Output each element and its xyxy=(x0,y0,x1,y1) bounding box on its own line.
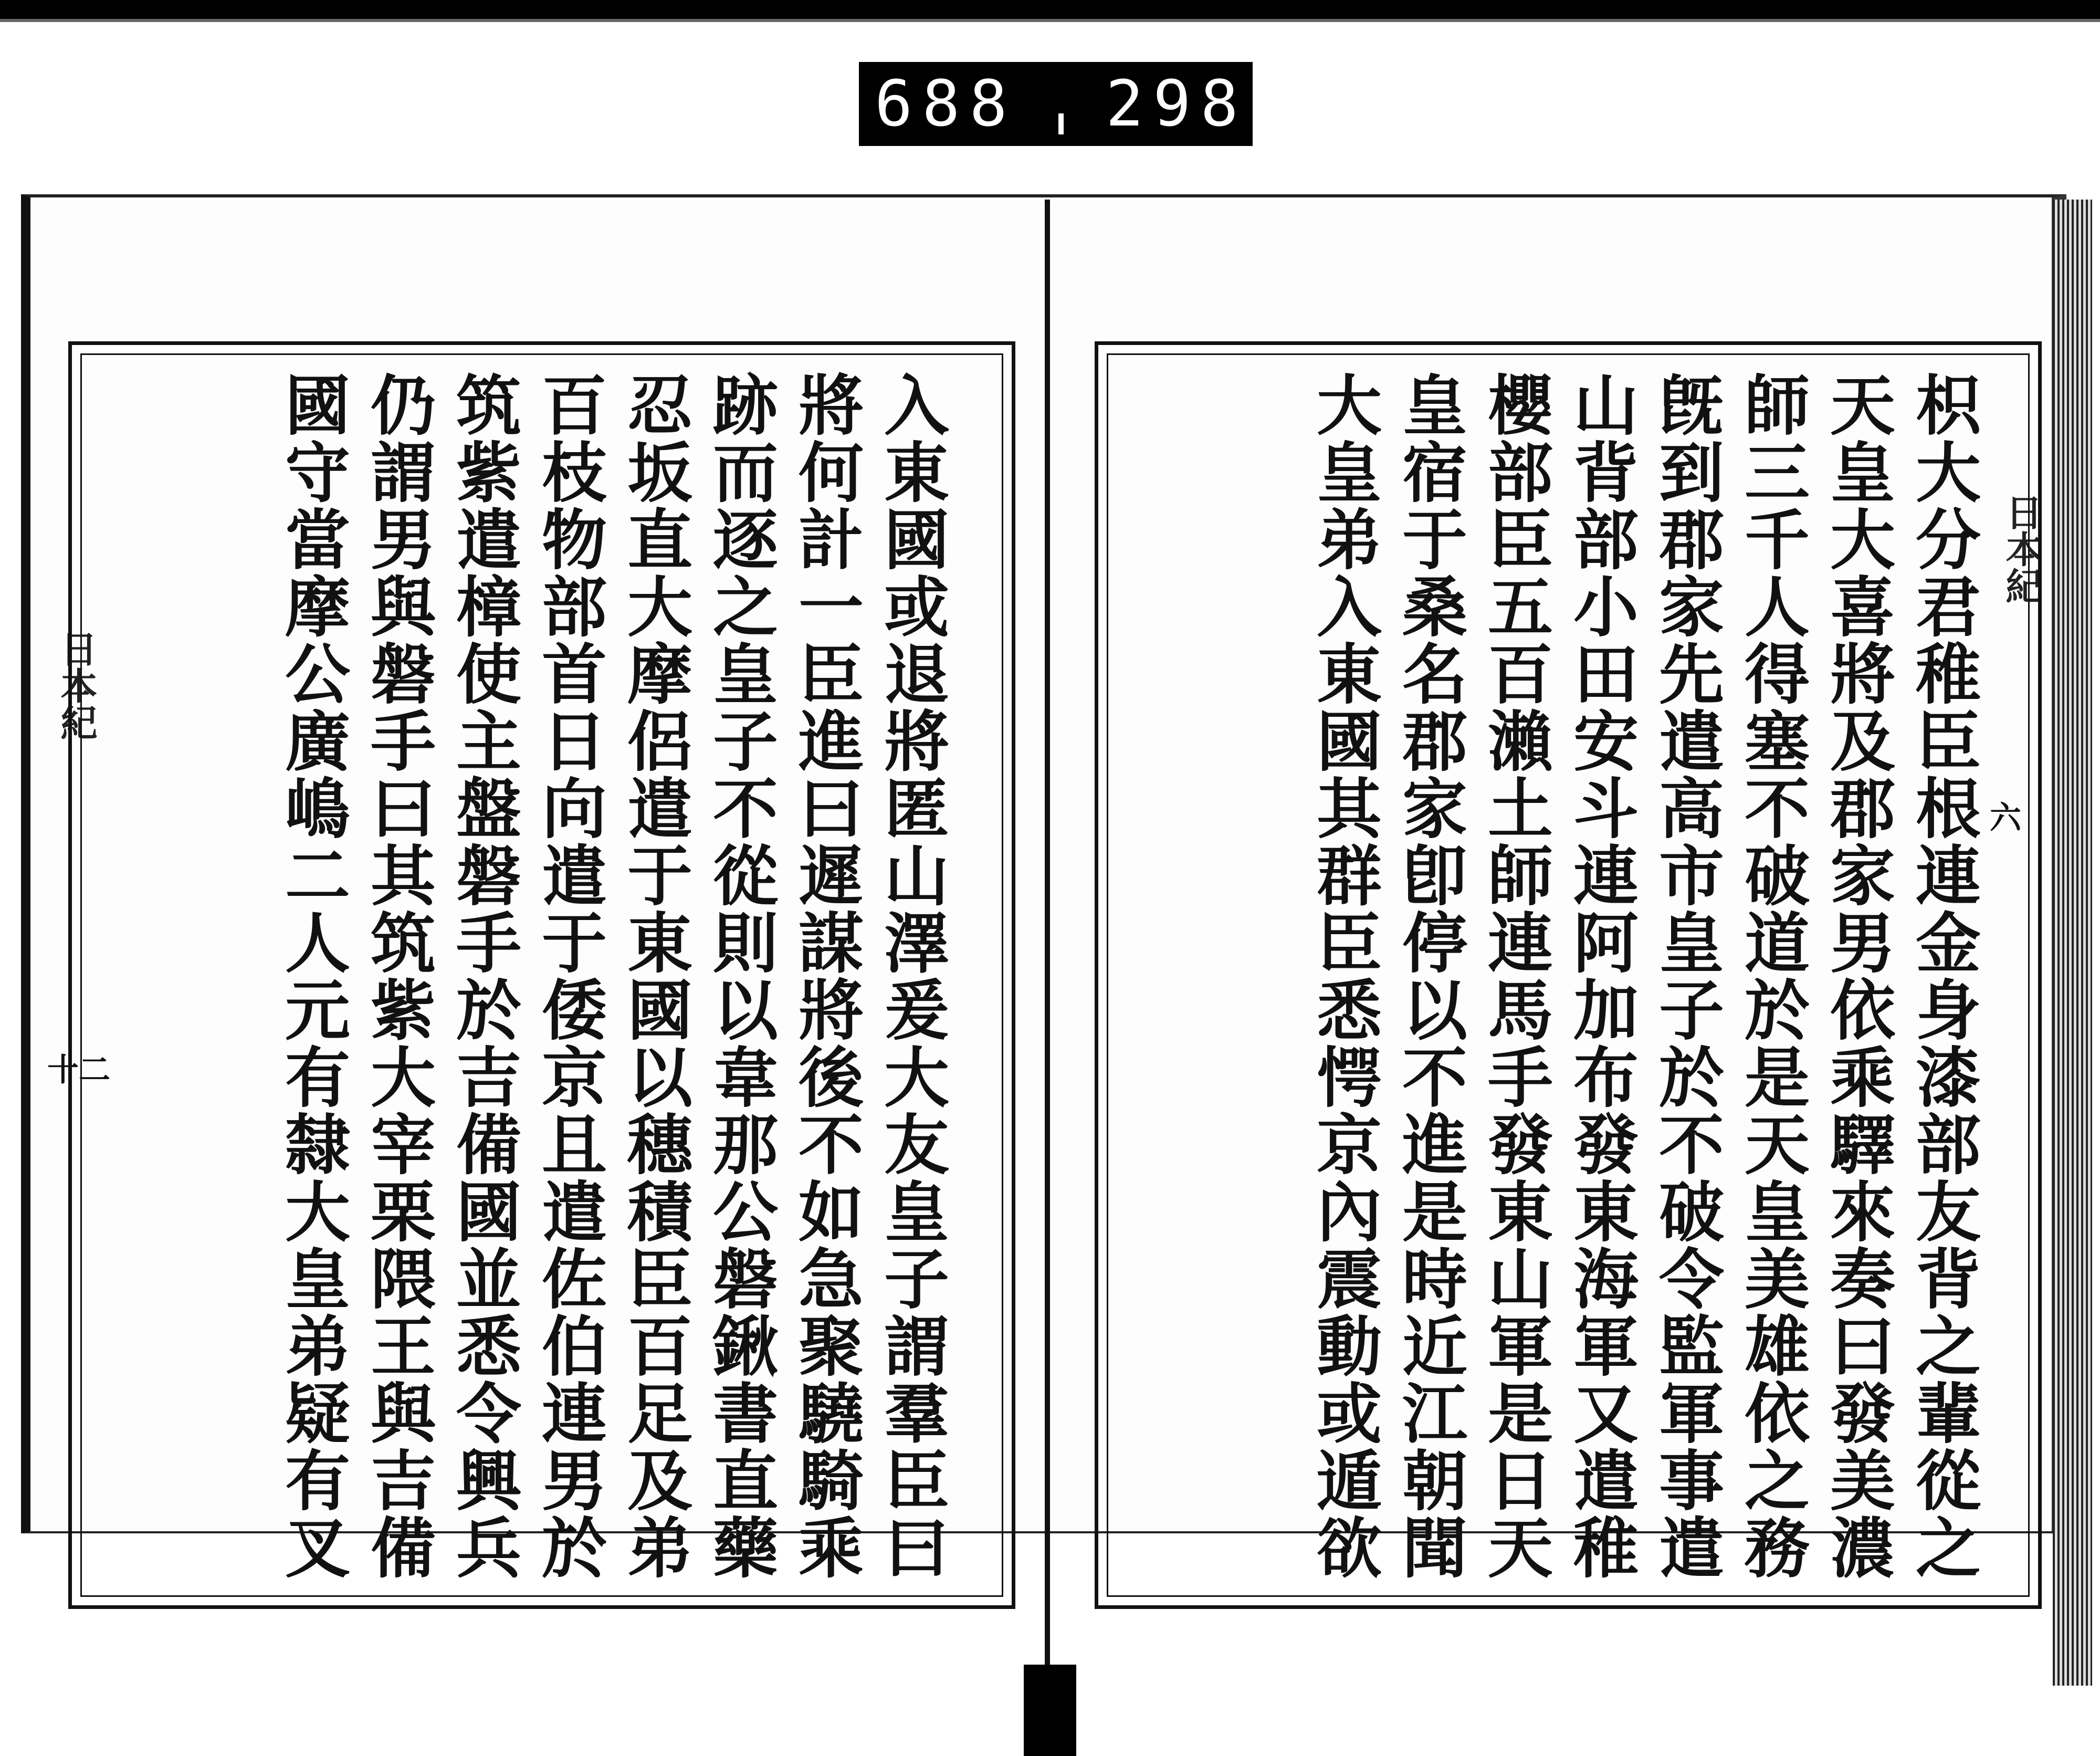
top-border-shadow xyxy=(0,19,2100,22)
text-column: 忍坂直大摩侶遣于東國以穗積臣百足及弟 xyxy=(616,371,692,1581)
page-edge-stack xyxy=(2053,200,2092,1686)
book-gutter xyxy=(1045,200,1050,1754)
left-page-tab-title: 日本紀 xyxy=(55,630,98,740)
right-page-tab-title: 日本紀 xyxy=(2000,494,2043,604)
top-border xyxy=(0,0,2100,21)
text-column: 枳大分君稚臣根連金身漆部友背之輩從之 xyxy=(1905,371,1981,1581)
film-number-left: 688 xyxy=(875,67,1017,141)
text-column: 百枝物部首日向遣于倭京且遣佐伯連男於 xyxy=(531,371,607,1581)
film-number-right: 298. xyxy=(1106,67,1295,141)
text-column: 入東國或退將匿山澤爰大友皇子謂羣臣曰 xyxy=(873,371,949,1581)
spine-shadow xyxy=(1024,1665,1076,1756)
left-text-body xyxy=(98,371,954,1584)
right-text-frame xyxy=(1095,341,2042,1609)
film-label-divider xyxy=(1058,113,1064,134)
text-column: 筑紫遣樟使主盤磐手於吉備國並悉令興兵 xyxy=(445,371,521,1581)
text-column: 大皇弟入東國其群臣悉愕京內震動或遁欲 xyxy=(1306,371,1382,1581)
text-column: 跡而逐之皇子不從則以韋那公磐鍬書直藥 xyxy=(702,371,778,1581)
left-page-number: 十二 xyxy=(47,1052,110,1089)
text-column: 國守當摩公廣嶋二人元有隸大皇弟疑有叉 xyxy=(274,371,350,1581)
right-text-body xyxy=(1119,371,1986,1584)
text-column: 將何計一臣進曰遲謀將後不如急聚驍騎乘 xyxy=(788,371,864,1581)
left-text-frame xyxy=(68,341,1015,1609)
text-column: 天皇大喜將及郡家男依乘驛來奏曰發美濃 xyxy=(1819,371,1895,1581)
text-column: 師三千人得塞不破道於是天皇美雄依之務 xyxy=(1734,371,1810,1581)
right-page-number: 六 xyxy=(1990,800,2021,837)
text-column: 旣到郡家先遣高市皇子於不破令監軍事遣 xyxy=(1648,371,1724,1581)
text-column: 山背部小田安斗連阿加布發東海軍又遣稚 xyxy=(1562,371,1639,1581)
text-column: 皇宿于桑名郡家卽停以不進是時近江朝聞 xyxy=(1391,371,1467,1581)
film-frame-label xyxy=(859,62,1295,146)
text-column: 櫻部臣五百瀨土師連馬手發東山軍是日天 xyxy=(1477,371,1553,1581)
text-column: 仍謂男與磐手曰其筑紫大宰栗隈王與吉備 xyxy=(360,371,436,1581)
